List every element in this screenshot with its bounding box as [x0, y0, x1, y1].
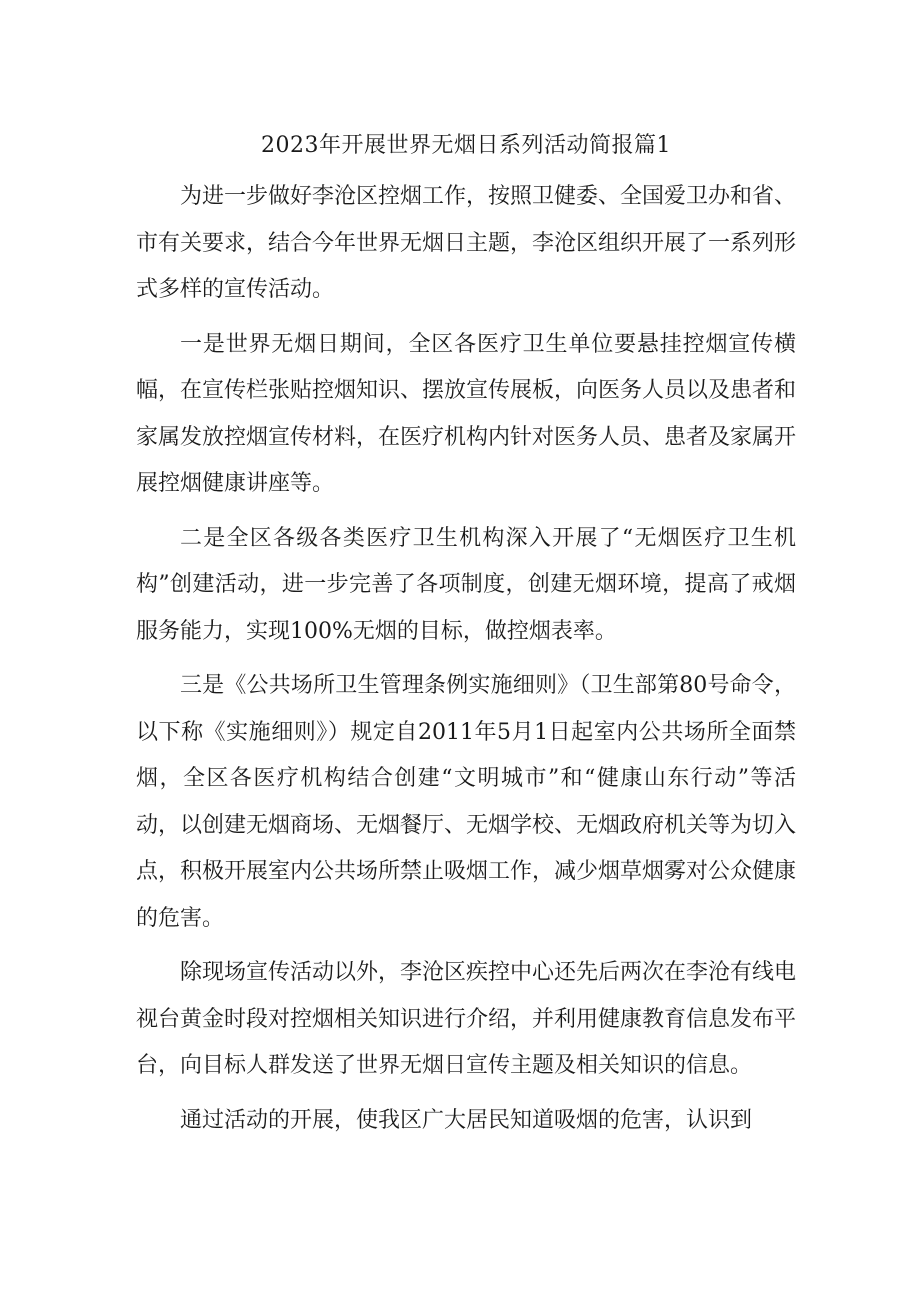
paragraph-media-outreach: 除现场宣传活动以外，李沧区疾控中心还先后两次在李沧有线电视台黄金时段对控烟相关知识进行介绍，并利用健康教育信息发布平台，向目标人群发送了世界无烟日宣传主题及相关知识的信息。 [136, 960, 797, 1078]
paragraph-point-one: 一是世界无烟日期间，全区各医疗卫生单位要悬挂控烟宣传横幅，在宣传栏张贴控烟知识、摆放宣传展板，向医务人员以及患者和家属发放控烟宣传材料，在医疗机构内针对医务人员、患者及家属开展控烟健康讲座等。 [136, 331, 797, 496]
paragraph-outcome: 通过活动的开展，使我区广大居民知道吸烟的危害，认识到 [180, 1107, 753, 1133]
paragraph-point-three: 三是《公共场所卫生管理条例实施细则》（卫生部第80号命令，以下称《实施细则》）规定自2011年5月1日起室内公共场所全面禁烟，全区各医疗机构结合创建“文明城市”和“健康山东行动”等活动，以创建无烟商场、无烟餐厅、无烟学校、无烟政府机关等为切入点，积极开展室内公共场所禁止吸烟工作，减少烟草烟雾对公众健康的危害。 [136, 673, 797, 931]
document-body [136, 128, 796, 1152]
paragraph-point-two: 二是全区各级各类医疗卫生机构深入开展了“无烟医疗卫生机构”创建活动，进一步完善了各项制度，创建无烟环境，提高了戒烟服务能力，实现100%无烟的目标，做控烟表率。 [136, 525, 796, 644]
paragraph-intro: 为进一步做好李沧区控烟工作，按照卫健委、全国爱卫办和省、市有关要求，结合今年世界无烟日主题，李沧区组织开展了一系列形式多样的宣传活动。 [136, 184, 797, 302]
document-title: 2023年开展世界无烟日系列活动简报篇1 [261, 133, 671, 158]
